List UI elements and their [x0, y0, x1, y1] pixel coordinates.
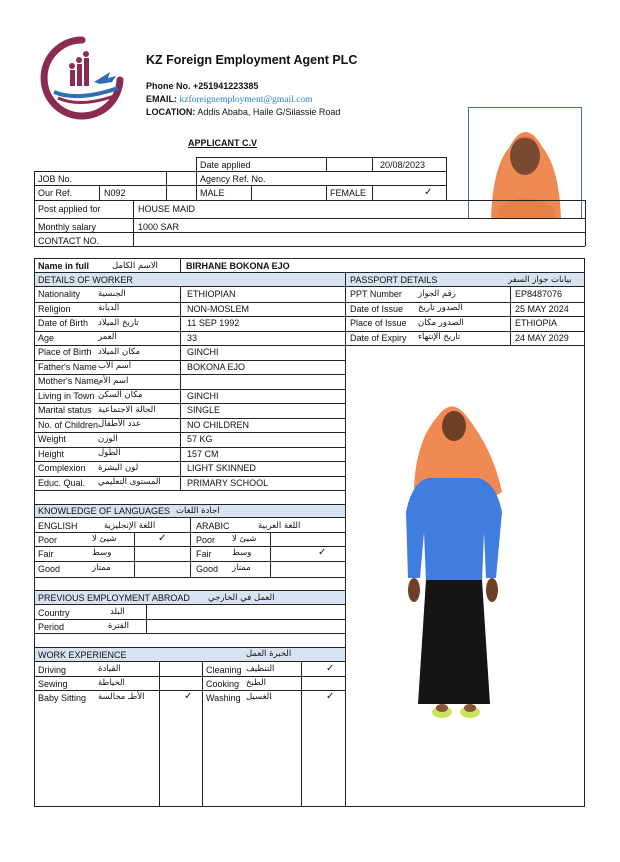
english-level-label-ar: ممتاز [92, 563, 111, 573]
passport-field-label: PPT Number [350, 289, 402, 299]
details-field-label-ar: المستوى التعليمي [98, 477, 161, 487]
experience-header-ar: الخبرة العمل [246, 649, 292, 659]
arabic-level-label-ar: وسط [232, 548, 252, 558]
details-field-value: NO CHILDREN [187, 419, 250, 430]
passport-row-divider [345, 316, 585, 317]
details-row-divider [34, 418, 346, 419]
details-field-label-ar: العمر [98, 332, 117, 342]
passport-row-divider [345, 302, 585, 303]
our-ref-label: Our Ref. [38, 188, 73, 198]
english-level-label-ar: وسط [92, 548, 112, 558]
details-field-label: Marital status [38, 405, 92, 415]
english-level-label-ar: شيئ لا [92, 534, 117, 544]
details-field-value: GINCHI [187, 390, 219, 401]
passport-field-label-ar: رقم الجواز [418, 288, 456, 299]
details-field-value: GINCHI [187, 347, 219, 357]
details-field-label: No. of Children [38, 419, 99, 430]
details-field-label-ar: مكان السكن [98, 390, 143, 400]
date-applied-value: 20/08/2023 [380, 160, 426, 170]
details-field-label: Age [38, 332, 55, 343]
details-field-label-ar: الوزن [98, 433, 118, 444]
details-field-value: PRIMARY SCHOOL [187, 477, 269, 488]
experience-left-label: Driving [38, 665, 67, 675]
experience-header-label: WORK EXPERIENCE [38, 650, 127, 660]
country-label-ar: البلد [110, 607, 125, 617]
our-ref-value: N092 [104, 188, 126, 198]
experience-right-checkmark: ✓ [326, 691, 335, 702]
details-field-label: Father's Name [38, 361, 97, 372]
email-link[interactable]: kzforeignemployment@gmail.com [179, 95, 313, 105]
experience-left-label-ar: القيادة [98, 664, 121, 674]
arabic-level-label: Good [196, 564, 219, 574]
details-field-value: 57 KG [187, 434, 213, 444]
details-field-value: 157 CM [187, 448, 219, 459]
details-row-divider [34, 447, 346, 448]
job-no-label: JOB No. [38, 174, 73, 184]
english-level-label: Good [38, 564, 61, 574]
passport-header-label: PASSPORT DETAILS [350, 275, 438, 285]
arabic-level-label-ar: ممتاز [232, 563, 251, 573]
email-label: EMAIL: [146, 94, 177, 104]
details-row-divider [34, 374, 346, 375]
details-row-divider [34, 302, 346, 303]
details-field-label-ar: الحالة الاجتماعية [98, 404, 156, 415]
details-field-label: Date of Birth [38, 318, 89, 328]
details-field-label-ar: عدد الأطفال [98, 419, 142, 429]
experience-left-label-ar: الأطـ مجالسة [98, 692, 145, 702]
details-field-label-ar: الطول [98, 448, 121, 458]
passport-field-value: 25 MAY 2024 [515, 303, 569, 314]
details-field-value: ETHIOPIAN [187, 289, 236, 299]
languages-header-label: KNOWLEDGE OF LANGUAGES [38, 506, 171, 516]
languages-header-ar: اجادة اللغات [176, 506, 220, 516]
country-label: Country [38, 608, 70, 618]
arabic-level-label: Poor [196, 535, 216, 545]
name-label-ar: الاسم الكامل [112, 261, 158, 271]
period-label-ar: الفترة [108, 621, 129, 631]
details-field-value: BOKONA EJO [187, 361, 246, 372]
details-row-divider [34, 476, 346, 477]
experience-left-label-ar: الخياطة [98, 678, 125, 688]
arabic-level-checkmark: ✓ [318, 547, 327, 558]
details-field-label: Height [38, 448, 65, 459]
date-applied-label: Date applied [200, 160, 251, 170]
arabic-label-ar: اللغة العربية [258, 521, 301, 531]
details-header-label: DETAILS OF WORKER [38, 275, 133, 285]
details-row-divider [34, 360, 346, 361]
experience-right-label-ar: الغسيل [246, 692, 272, 702]
english-label-ar: اللغة الإنجليزية [104, 521, 156, 531]
details-field-label-ar: الديانة [98, 303, 120, 313]
passport-field-label-ar: تاريخ الإنتهاء [418, 332, 461, 342]
experience-left-label: Baby Sitting [38, 693, 87, 703]
details-field-label: Living in Town [38, 390, 95, 401]
passport-field-label-ar: الصدور تاريخ [418, 303, 463, 313]
name-label: Name in full [38, 261, 90, 271]
details-field-label-ar: مكان الميلاد [98, 346, 141, 357]
details-field-label-ar: تاريخ الميلاد [98, 317, 139, 328]
passport-field-label-ar: الصدور مكان [418, 317, 464, 328]
monthly-salary-value: 1000 SAR [138, 222, 180, 232]
details-row-divider [34, 345, 346, 346]
form-title: APPLICANT C.V [188, 138, 258, 148]
location-label: LOCATION: [146, 107, 196, 117]
details-row-divider [34, 490, 346, 491]
phone-value: +251941223385 [193, 81, 259, 91]
period-label: Period [38, 622, 65, 632]
passport-field-label: Date of Issue [350, 303, 404, 314]
experience-right-label-ar: التنظيف [246, 664, 275, 674]
details-row-divider [34, 389, 346, 390]
details-field-label: Religion [38, 303, 71, 314]
details-row-divider [34, 331, 346, 332]
english-level-checkmark: ✓ [158, 533, 167, 544]
arabic-label: ARABIC [196, 521, 230, 531]
details-row-divider [34, 432, 346, 433]
female-label: FEMALE [330, 188, 367, 198]
details-field-value: 33 [187, 332, 198, 343]
english-label: ENGLISH [38, 521, 78, 531]
passport-row-divider [345, 331, 585, 332]
applicant-full-body-photo [346, 382, 551, 727]
female-checkmark: ✓ [424, 187, 433, 198]
details-field-label: Nationality [38, 289, 81, 299]
arabic-level-label-ar: شيئ لا [232, 534, 257, 544]
male-label: MALE [200, 188, 225, 198]
agency-location [146, 107, 340, 118]
details-row-divider [34, 461, 346, 462]
details-row-divider [34, 403, 346, 404]
details-field-label-ar: لون البشرة [98, 462, 139, 473]
previous-header-label: PREVIOUS EMPLOYMENT ABROAD [38, 593, 190, 603]
details-field-label: Mother's Name [38, 376, 99, 386]
contact-no-label: CONTACT NO. [38, 236, 100, 246]
experience-left-label: Sewing [38, 679, 68, 689]
post-applied-value: HOUSE MAID [138, 204, 196, 214]
details-field-value: SINGLE [187, 405, 221, 415]
passport-field-label: Place of Issue [350, 318, 407, 328]
details-row-divider [34, 316, 346, 317]
experience-right-label-ar: الطبخ [246, 678, 266, 688]
details-field-value: 11 SEP 1992 [187, 318, 240, 328]
monthly-salary-label: Monthly salary [38, 222, 97, 232]
details-field-label: Weight [38, 434, 66, 444]
name-value: BIRHANE BOKONA EJO [186, 261, 290, 271]
details-field-label-ar: اسم الأب [98, 361, 132, 371]
arabic-level-label: Fair [196, 549, 212, 559]
passport-row-divider [345, 345, 585, 346]
details-field-value: LIGHT SKINNED [187, 463, 256, 473]
english-level-label: Poor [38, 535, 58, 545]
agency-logo [40, 36, 124, 120]
location-value: Addis Ababa, Haile G/Silassie Road [197, 107, 341, 117]
passport-field-value: ETHIOPIA [515, 318, 558, 328]
experience-right-label: Washing [206, 693, 241, 703]
english-level-label: Fair [38, 549, 54, 559]
experience-right-label: Cleaning [206, 665, 242, 675]
experience-right-checkmark: ✓ [326, 663, 335, 674]
experience-right-label: Cooking [206, 679, 240, 689]
details-field-label: Place of Birth [38, 347, 92, 357]
details-field-label: Educ. Qual. [38, 477, 86, 488]
phone-label: Phone No. [146, 81, 191, 91]
experience-left-checkmark: ✓ [184, 691, 193, 702]
agency-ref-label: Agency Ref. No. [200, 174, 266, 184]
details-field-label-ar: الجنسية [98, 288, 126, 299]
post-applied-label: Post applied for [38, 204, 101, 214]
passport-field-value: EP8487076 [515, 289, 563, 299]
agency-email [146, 94, 313, 106]
details-field-label-ar: اسم الأم [98, 375, 129, 386]
passport-field-value: 24 MAY 2029 [515, 332, 569, 343]
passport-header-ar: بيانات جواز السفر [508, 275, 572, 285]
details-field-value: NON-MOSLEM [187, 303, 250, 314]
details-field-label: Complexion [38, 463, 86, 473]
passport-field-label: Date of Expiry [350, 332, 407, 343]
agency-phone [146, 81, 258, 92]
previous-header-ar: العمل في الخارجي [208, 593, 275, 603]
agency-name: KZ Foreign Employment Agent PLC [146, 53, 358, 67]
